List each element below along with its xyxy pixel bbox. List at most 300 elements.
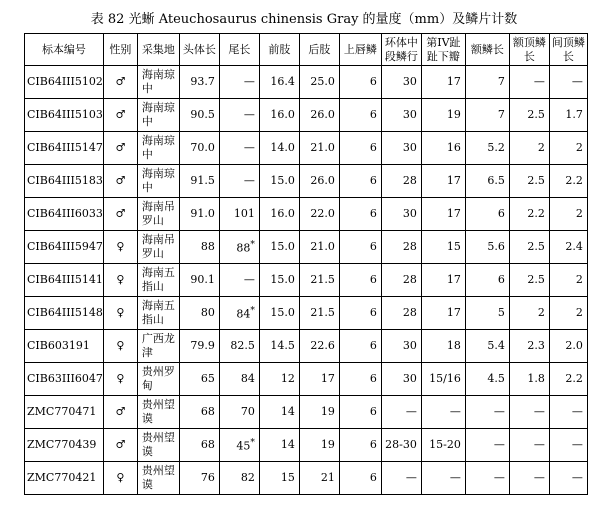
- midbody-scales-cell-text: —: [405, 405, 417, 418]
- frontoparietal-cell-text: 2.5: [527, 273, 545, 286]
- supralabials-cell-text: 6: [369, 438, 377, 451]
- regenerated-tail-mark: *: [250, 240, 255, 251]
- head-body-length-cell: [179, 99, 219, 132]
- midbody-scales-cell-text: 28: [402, 240, 417, 253]
- column-header-sex: 性别: [103, 34, 137, 66]
- tail-length-cell-text: —: [243, 174, 255, 187]
- forelimb-cell: [259, 330, 299, 363]
- frontal-cell-text: 6.5: [487, 174, 505, 187]
- sex-cell: [103, 462, 137, 495]
- sex-cell-text: ♂: [115, 108, 126, 121]
- midbody-scales-cell: [381, 462, 421, 495]
- table-row: [25, 462, 588, 495]
- hindlimb-cell-text: 22.0: [310, 207, 335, 220]
- specimen-id-cell-text: ZMC770421: [27, 471, 97, 484]
- lamellae-cell: [421, 231, 465, 264]
- hindlimb-cell: [299, 66, 339, 99]
- table-row: [25, 363, 588, 396]
- interparietal-cell: [549, 99, 587, 132]
- frontoparietal-cell-text: 2.5: [527, 240, 545, 253]
- frontoparietal-cell-text: —: [533, 405, 545, 418]
- forelimb-cell: [259, 429, 299, 462]
- specimen-id-cell: [25, 396, 104, 429]
- lamellae-cell-text: 18: [446, 339, 461, 352]
- forelimb-cell: [259, 363, 299, 396]
- interparietal-cell-text: 1.7: [565, 108, 583, 121]
- locality-cell-text: 贵州望谟: [141, 431, 175, 458]
- tail-length-cell: [219, 297, 259, 330]
- supralabials-cell: [339, 231, 381, 264]
- sex-cell-text: ♀: [116, 240, 125, 253]
- frontoparietal-cell: [509, 429, 549, 462]
- hindlimb-cell-text: 25.0: [310, 75, 335, 88]
- frontal-cell-text: 4.5: [487, 372, 505, 385]
- forelimb-cell-text: 14.5: [270, 339, 295, 352]
- supralabials-cell-text: 6: [369, 240, 377, 253]
- supralabials-cell-text: 6: [369, 141, 377, 154]
- hindlimb-cell: [299, 297, 339, 330]
- lamellae-cell-text: 17: [446, 207, 461, 220]
- forelimb-cell-text: 15.0: [270, 306, 295, 319]
- frontal-cell-text: 5: [497, 306, 505, 319]
- column-header-midbody-scales: 环体中段鳞行: [381, 34, 421, 66]
- specimen-id-cell: [25, 231, 104, 264]
- lamellae-cell: [421, 363, 465, 396]
- interparietal-cell-text: 2.2: [565, 174, 583, 187]
- hindlimb-cell-text: 26.0: [310, 174, 335, 187]
- frontal-cell: [465, 132, 509, 165]
- lamellae-cell-text: 15/16: [429, 372, 461, 385]
- supralabials-cell: [339, 429, 381, 462]
- header-row: [25, 34, 588, 66]
- locality-cell-text: 海南吊罗山: [141, 233, 175, 260]
- lamellae-cell-text: 19: [446, 108, 461, 121]
- tail-length-cell: [219, 462, 259, 495]
- locality-cell-text: 海南吊罗山: [141, 200, 175, 227]
- lamellae-cell: [421, 396, 465, 429]
- lamellae-cell: [421, 99, 465, 132]
- locality-cell-text: 广西龙津: [141, 332, 175, 359]
- head-body-length-cell-text: 65: [200, 372, 215, 385]
- lamellae-cell-text: 15-20: [429, 438, 461, 451]
- specimen-id-cell-text: ZMC770439: [27, 438, 97, 451]
- interparietal-cell-text: —: [571, 471, 583, 484]
- midbody-scales-cell-text: 30: [402, 75, 417, 88]
- frontoparietal-cell: [509, 264, 549, 297]
- lamellae-cell: [421, 165, 465, 198]
- frontoparietal-cell-text: —: [533, 471, 545, 484]
- sex-cell: [103, 297, 137, 330]
- frontoparietal-cell-text: 2.3: [527, 339, 545, 352]
- frontoparietal-cell: [509, 132, 549, 165]
- locality-cell: [137, 231, 179, 264]
- lamellae-cell: [421, 330, 465, 363]
- locality-cell-text: 海南琼中: [141, 68, 175, 95]
- hindlimb-cell-text: 19: [320, 438, 335, 451]
- sex-cell: [103, 264, 137, 297]
- forelimb-cell-text: 15.0: [270, 240, 295, 253]
- specimen-id-cell: [25, 165, 104, 198]
- frontoparietal-cell-text: 2: [537, 306, 545, 319]
- frontoparietal-cell-text: 2.5: [527, 174, 545, 187]
- midbody-scales-cell: [381, 66, 421, 99]
- interparietal-cell: [549, 198, 587, 231]
- midbody-scales-cell-text: 30: [402, 108, 417, 121]
- frontal-cell: [465, 363, 509, 396]
- lamellae-cell: [421, 264, 465, 297]
- head-body-length-cell-text: 68: [200, 438, 215, 451]
- tail-length-cell-text: 70: [240, 405, 255, 418]
- sex-cell-text: ♀: [116, 471, 125, 484]
- frontal-cell-text: 7: [497, 75, 505, 88]
- interparietal-cell: [549, 66, 587, 99]
- sex-cell: [103, 231, 137, 264]
- frontal-cell-text: 7: [497, 108, 505, 121]
- locality-cell: [137, 462, 179, 495]
- midbody-scales-cell-text: 30: [402, 141, 417, 154]
- lamellae-cell: [421, 198, 465, 231]
- supralabials-cell: [339, 396, 381, 429]
- tail-length-cell: [219, 165, 259, 198]
- locality-cell: [137, 198, 179, 231]
- head-body-length-cell: [179, 363, 219, 396]
- locality-cell: [137, 396, 179, 429]
- hindlimb-cell-text: 21: [320, 471, 335, 484]
- tail-length-cell-text: 84: [240, 372, 255, 385]
- forelimb-cell: [259, 132, 299, 165]
- tail-length-cell: [219, 231, 259, 264]
- hindlimb-cell-text: 26.0: [310, 108, 335, 121]
- frontal-cell-text: 5.2: [487, 141, 505, 154]
- forelimb-cell-text: 14: [280, 405, 295, 418]
- table-row: [25, 66, 588, 99]
- midbody-scales-cell: [381, 231, 421, 264]
- head-body-length-cell-text: 93.7: [190, 75, 215, 88]
- table-row: [25, 165, 588, 198]
- frontoparietal-cell-text: 2: [537, 141, 545, 154]
- table-row: [25, 297, 588, 330]
- supralabials-cell-text: 6: [369, 339, 377, 352]
- tail-length-cell: [219, 66, 259, 99]
- midbody-scales-cell: [381, 132, 421, 165]
- supralabials-cell: [339, 363, 381, 396]
- locality-cell: [137, 66, 179, 99]
- locality-cell-text: 海南五指山: [141, 266, 175, 293]
- frontoparietal-cell: [509, 363, 549, 396]
- table-row: [25, 264, 588, 297]
- table-row: [25, 231, 588, 264]
- lamellae-cell-text: 17: [446, 174, 461, 187]
- column-header-forelimb: 前肢: [259, 34, 299, 66]
- tail-length-cell-text: 82: [240, 471, 255, 484]
- column-header-lamellae: 第IV趾趾下瓣: [421, 34, 465, 66]
- frontoparietal-cell-text: 1.8: [527, 372, 545, 385]
- sex-cell-text: ♀: [116, 339, 125, 352]
- sex-cell: [103, 330, 137, 363]
- tail-length-cell-text: —: [243, 141, 255, 154]
- tail-length-cell-text: 82.5: [230, 339, 255, 352]
- head-body-length-cell: [179, 429, 219, 462]
- interparietal-cell-text: —: [571, 75, 583, 88]
- midbody-scales-cell: [381, 363, 421, 396]
- table-row: [25, 396, 588, 429]
- tail-length-cell: [219, 330, 259, 363]
- frontoparietal-cell: [509, 99, 549, 132]
- lamellae-cell: [421, 429, 465, 462]
- locality-cell: [137, 363, 179, 396]
- forelimb-cell-text: 15.0: [270, 174, 295, 187]
- sex-cell-text: ♀: [116, 306, 125, 319]
- frontal-cell: [465, 330, 509, 363]
- frontal-cell: [465, 396, 509, 429]
- lamellae-cell-text: 17: [446, 75, 461, 88]
- head-body-length-cell-text: 76: [200, 471, 215, 484]
- column-header-hindlimb: 后肢: [299, 34, 339, 66]
- frontal-cell: [465, 165, 509, 198]
- supralabials-cell-text: 6: [369, 471, 377, 484]
- frontoparietal-cell: [509, 66, 549, 99]
- interparietal-cell: [549, 231, 587, 264]
- hindlimb-cell-text: 21.5: [310, 306, 335, 319]
- supralabials-cell: [339, 165, 381, 198]
- specimen-id-cell: [25, 66, 104, 99]
- head-body-length-cell-text: 88: [200, 240, 215, 253]
- hindlimb-cell: [299, 198, 339, 231]
- specimen-id-cell-text: CIB64III5141: [27, 273, 103, 286]
- regenerated-tail-mark: *: [250, 306, 255, 317]
- interparietal-cell-text: 2: [575, 141, 583, 154]
- frontoparietal-cell: [509, 198, 549, 231]
- supralabials-cell-text: 6: [369, 174, 377, 187]
- midbody-scales-cell: [381, 297, 421, 330]
- midbody-scales-cell: [381, 429, 421, 462]
- head-body-length-cell-text: 91.0: [190, 207, 215, 220]
- specimen-id-cell-text: ZMC770471: [27, 405, 97, 418]
- column-header-head-body: 头体长: [179, 34, 219, 66]
- head-body-length-cell: [179, 231, 219, 264]
- hindlimb-cell: [299, 429, 339, 462]
- frontal-cell: [465, 429, 509, 462]
- tail-length-cell: [219, 132, 259, 165]
- sex-cell-text: ♀: [116, 273, 125, 286]
- forelimb-cell: [259, 264, 299, 297]
- hindlimb-cell: [299, 462, 339, 495]
- locality-cell: [137, 99, 179, 132]
- forelimb-cell-text: 15.0: [270, 273, 295, 286]
- supralabials-cell-text: 6: [369, 207, 377, 220]
- tail-length-cell-text: —: [243, 273, 255, 286]
- midbody-scales-cell: [381, 264, 421, 297]
- head-body-length-cell: [179, 66, 219, 99]
- supralabials-cell: [339, 198, 381, 231]
- midbody-scales-cell-text: 28-30: [385, 438, 417, 451]
- hindlimb-cell: [299, 132, 339, 165]
- tail-length-cell: [219, 198, 259, 231]
- frontal-cell-text: 6: [497, 207, 505, 220]
- frontal-cell-text: 5.6: [487, 240, 505, 253]
- specimen-id-cell-text: CIB64III5947: [27, 240, 103, 253]
- midbody-scales-cell-text: 30: [402, 207, 417, 220]
- midbody-scales-cell: [381, 396, 421, 429]
- sex-cell-text: ♂: [115, 75, 126, 88]
- midbody-scales-cell-text: 28: [402, 306, 417, 319]
- interparietal-cell-text: 2.4: [565, 240, 583, 253]
- supralabials-cell-text: 6: [369, 273, 377, 286]
- frontal-cell-text: 5.4: [487, 339, 505, 352]
- frontoparietal-cell: [509, 330, 549, 363]
- specimen-id-cell: [25, 264, 104, 297]
- head-body-length-cell: [179, 297, 219, 330]
- hindlimb-cell-text: 21.0: [310, 240, 335, 253]
- column-header-id: 标本编号: [25, 34, 104, 66]
- specimen-id-cell-text: CIB64III5148: [27, 306, 103, 319]
- interparietal-cell: [549, 330, 587, 363]
- column-header-tail: 尾长: [219, 34, 259, 66]
- frontal-cell: [465, 66, 509, 99]
- frontoparietal-cell: [509, 396, 549, 429]
- table-row: [25, 99, 588, 132]
- specimen-id-cell: [25, 99, 104, 132]
- interparietal-cell: [549, 396, 587, 429]
- lamellae-cell-text: —: [449, 471, 461, 484]
- midbody-scales-cell-text: 30: [402, 339, 417, 352]
- hindlimb-cell: [299, 99, 339, 132]
- supralabials-cell: [339, 330, 381, 363]
- forelimb-cell-text: 14: [280, 438, 295, 451]
- head-body-length-cell-text: 90.1: [190, 273, 215, 286]
- sex-cell-text: ♂: [115, 207, 126, 220]
- frontal-cell: [465, 99, 509, 132]
- lamellae-cell-text: 16: [446, 141, 461, 154]
- sex-cell: [103, 396, 137, 429]
- head-body-length-cell-text: 90.5: [190, 108, 215, 121]
- forelimb-cell: [259, 165, 299, 198]
- head-body-length-cell: [179, 462, 219, 495]
- specimen-id-cell-text: CIB64III5102: [27, 75, 103, 88]
- interparietal-cell: [549, 462, 587, 495]
- specimen-id-cell: [25, 198, 104, 231]
- midbody-scales-cell-text: 30: [402, 372, 417, 385]
- locality-cell-text: 海南五指山: [141, 299, 175, 326]
- head-body-length-cell-text: 80: [200, 306, 215, 319]
- specimen-id-cell-text: CIB64III6033: [27, 207, 103, 220]
- midbody-scales-cell: [381, 198, 421, 231]
- head-body-length-cell: [179, 165, 219, 198]
- tail-length-cell-text: —: [243, 75, 255, 88]
- forelimb-cell-text: 16.4: [270, 75, 295, 88]
- interparietal-cell: [549, 264, 587, 297]
- column-header-frontal: 额鳞长: [465, 34, 509, 66]
- frontal-cell-text: —: [493, 438, 505, 451]
- specimen-id-cell: [25, 363, 104, 396]
- frontal-cell-text: —: [493, 471, 505, 484]
- tail-length-cell-text: 45: [236, 439, 251, 453]
- tail-length-cell-text: 84: [236, 307, 251, 321]
- head-body-length-cell: [179, 198, 219, 231]
- lamellae-cell: [421, 66, 465, 99]
- sex-cell-text: ♂: [115, 174, 126, 187]
- lamellae-cell: [421, 297, 465, 330]
- frontoparietal-cell-text: 2.5: [527, 108, 545, 121]
- hindlimb-cell-text: 17: [320, 372, 335, 385]
- sex-cell: [103, 132, 137, 165]
- tail-length-cell: [219, 429, 259, 462]
- lamellae-cell-text: 15: [446, 240, 461, 253]
- locality-cell-text: 海南琼中: [141, 101, 175, 128]
- hindlimb-cell: [299, 264, 339, 297]
- supralabials-cell: [339, 99, 381, 132]
- frontal-cell: [465, 198, 509, 231]
- sex-cell: [103, 66, 137, 99]
- lamellae-cell: [421, 132, 465, 165]
- frontal-cell: [465, 462, 509, 495]
- frontoparietal-cell-text: 2.2: [527, 207, 545, 220]
- hindlimb-cell: [299, 231, 339, 264]
- tail-length-cell-text: 101: [233, 207, 255, 220]
- locality-cell-text: 海南琼中: [141, 134, 175, 161]
- specimen-id-cell: [25, 330, 104, 363]
- frontal-cell: [465, 297, 509, 330]
- table-row: [25, 429, 588, 462]
- head-body-length-cell-text: 70.0: [190, 141, 215, 154]
- locality-cell: [137, 165, 179, 198]
- column-header-supralabials: 上唇鳞: [339, 34, 381, 66]
- forelimb-cell: [259, 198, 299, 231]
- forelimb-cell: [259, 396, 299, 429]
- forelimb-cell: [259, 462, 299, 495]
- supralabials-cell-text: 6: [369, 108, 377, 121]
- head-body-length-cell: [179, 132, 219, 165]
- column-header-locality: 采集地: [137, 34, 179, 66]
- sex-cell-text: ♂: [115, 141, 126, 154]
- tail-length-cell-text: 88: [236, 241, 251, 255]
- specimen-id-cell-text: CIB63III6047: [27, 372, 103, 385]
- head-body-length-cell-text: 79.9: [190, 339, 215, 352]
- supralabials-cell: [339, 264, 381, 297]
- interparietal-cell-text: —: [571, 405, 583, 418]
- locality-cell-text: 贵州望谟: [141, 398, 175, 425]
- sex-cell-text: ♂: [115, 438, 126, 451]
- interparietal-cell-text: 2.2: [565, 372, 583, 385]
- interparietal-cell-text: 2: [575, 306, 583, 319]
- column-header-interparietal: 间顶鳞长: [549, 34, 587, 66]
- forelimb-cell: [259, 99, 299, 132]
- frontoparietal-cell: [509, 297, 549, 330]
- tail-length-cell: [219, 396, 259, 429]
- hindlimb-cell-text: 21.5: [310, 273, 335, 286]
- specimen-id-cell: [25, 462, 104, 495]
- forelimb-cell-text: 12: [280, 372, 295, 385]
- forelimb-cell: [259, 66, 299, 99]
- hindlimb-cell: [299, 363, 339, 396]
- sex-cell: [103, 429, 137, 462]
- head-body-length-cell-text: 91.5: [190, 174, 215, 187]
- specimen-id-cell-text: CIB64III5103: [27, 108, 103, 121]
- locality-cell-text: 贵州罗甸: [141, 365, 175, 392]
- table-row: [25, 198, 588, 231]
- sex-cell-text: ♂: [115, 405, 126, 418]
- frontoparietal-cell-text: —: [533, 75, 545, 88]
- frontal-cell: [465, 264, 509, 297]
- locality-cell: [137, 297, 179, 330]
- interparietal-cell: [549, 132, 587, 165]
- hindlimb-cell-text: 19: [320, 405, 335, 418]
- frontoparietal-cell: [509, 462, 549, 495]
- midbody-scales-cell: [381, 99, 421, 132]
- forelimb-cell-text: 14.0: [270, 141, 295, 154]
- supralabials-cell: [339, 462, 381, 495]
- specimen-id-cell: [25, 429, 104, 462]
